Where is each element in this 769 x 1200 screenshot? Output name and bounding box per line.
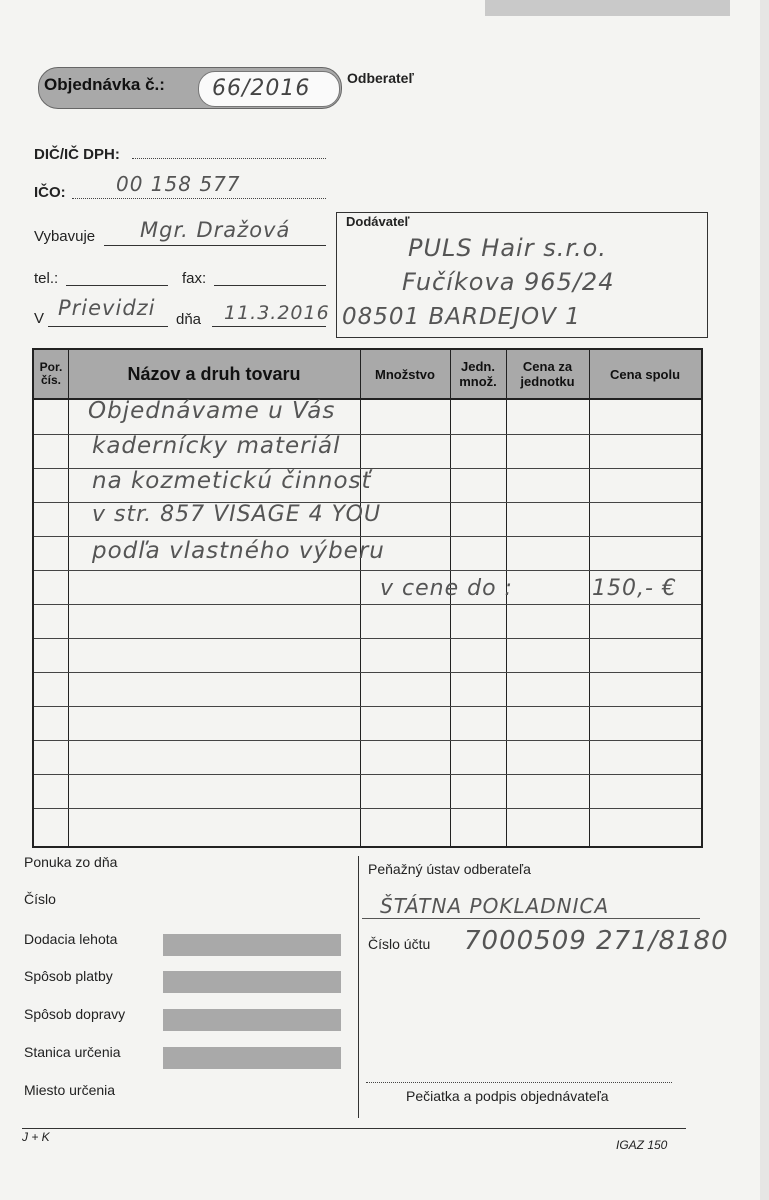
ico-label: IČO: — [34, 184, 66, 201]
paper-edge — [485, 0, 730, 16]
footer-divider — [358, 856, 359, 1118]
row-divider — [34, 672, 701, 673]
price-limit-amount: 150,- € — [592, 576, 677, 601]
tel-field — [66, 285, 168, 286]
supplier-label: Dodávateľ — [346, 214, 410, 229]
item-text-line: kadernícky materiál — [92, 433, 341, 459]
header-qty: Množstvo — [375, 366, 435, 382]
bank-field-line — [362, 918, 700, 919]
account-value: 7000509 271/8180 — [464, 926, 729, 956]
fax-field — [214, 285, 326, 286]
publisher-code: J + K — [22, 1130, 50, 1144]
header-unit: Jedn. množ. — [459, 359, 497, 389]
date-label: dňa — [176, 311, 202, 328]
place-field — [48, 326, 168, 327]
order-number-value: 66/2016 — [212, 76, 311, 101]
header-total: Cena spolu — [609, 366, 681, 382]
bottom-rule — [22, 1128, 686, 1129]
transport-field — [163, 1009, 341, 1031]
dic-field — [132, 158, 326, 159]
paper-edge-right — [760, 0, 769, 1200]
column-divider — [68, 350, 69, 846]
row-divider — [34, 536, 701, 537]
delivery-label: Dodacia lehota — [24, 931, 118, 947]
header-no: Por. čís. — [39, 360, 63, 387]
handled-by-label: Vybavuje — [34, 228, 96, 245]
stamp-label: Pečiatka a podpis objednávateľa — [406, 1088, 609, 1104]
header-unit-price: Cena za jednotku — [520, 359, 575, 389]
payment-field — [163, 971, 341, 993]
dic-label: DIČ/IČ DPH: — [34, 146, 120, 163]
item-text-line: Objednávame u Vás — [88, 398, 336, 424]
bank-value: ŠTÁTNA POKLADNICA — [380, 894, 610, 918]
customer-label: Odberateľ — [347, 70, 414, 86]
delivery-field — [163, 934, 341, 956]
number-label: Číslo — [24, 891, 56, 907]
header-name: Názov a druh tovaru — [127, 363, 301, 384]
place-value: Prievidzi — [58, 296, 156, 320]
row-divider — [34, 638, 701, 639]
supplier-line2: Fučíkova 965/24 — [402, 268, 615, 296]
payment-label: Spôsob platby — [24, 968, 113, 984]
row-divider — [34, 740, 701, 741]
supplier-line3: 08501 BARDEJOV 1 — [342, 304, 581, 330]
tel-label: tel.: — [34, 270, 59, 287]
form-code: IGAZ 150 — [616, 1138, 668, 1152]
handled-by-field — [104, 245, 326, 246]
ico-field — [72, 198, 326, 199]
row-divider — [34, 570, 701, 571]
account-label: Číslo účtu — [368, 936, 431, 952]
supplier-line1: PULS Hair s.r.o. — [408, 234, 607, 262]
destination-label: Miesto určenia — [24, 1082, 116, 1098]
order-label: Objednávka č.: — [44, 75, 165, 94]
row-divider — [34, 774, 701, 775]
fax-label: fax: — [182, 270, 207, 287]
column-divider — [589, 350, 590, 846]
row-divider — [34, 604, 701, 605]
date-value: 11.3.2016 — [224, 302, 330, 324]
date-field — [212, 326, 326, 327]
row-divider — [34, 808, 701, 809]
price-limit-text: v cene do : — [380, 576, 513, 601]
transport-label: Spôsob dopravy — [24, 1006, 126, 1022]
item-text-line: na kozmetickú činnosť — [92, 468, 372, 494]
ico-value: 00 158 577 — [116, 172, 241, 196]
offer-date-label: Ponuka zo dňa — [24, 854, 118, 870]
place-prefix: V — [34, 310, 45, 327]
column-divider — [360, 350, 361, 846]
handled-by-value: Mgr. Dražová — [140, 218, 291, 242]
bank-label: Peňažný ústav odberateľa — [368, 861, 531, 877]
item-text-line: v str. 857 VISAGE 4 YOU — [92, 502, 382, 527]
station-field — [163, 1047, 341, 1069]
signature-line — [366, 1082, 672, 1083]
row-divider — [34, 706, 701, 707]
station-label: Stanica určenia — [24, 1044, 121, 1060]
item-text-line: podľa vlastného výberu — [92, 538, 385, 564]
